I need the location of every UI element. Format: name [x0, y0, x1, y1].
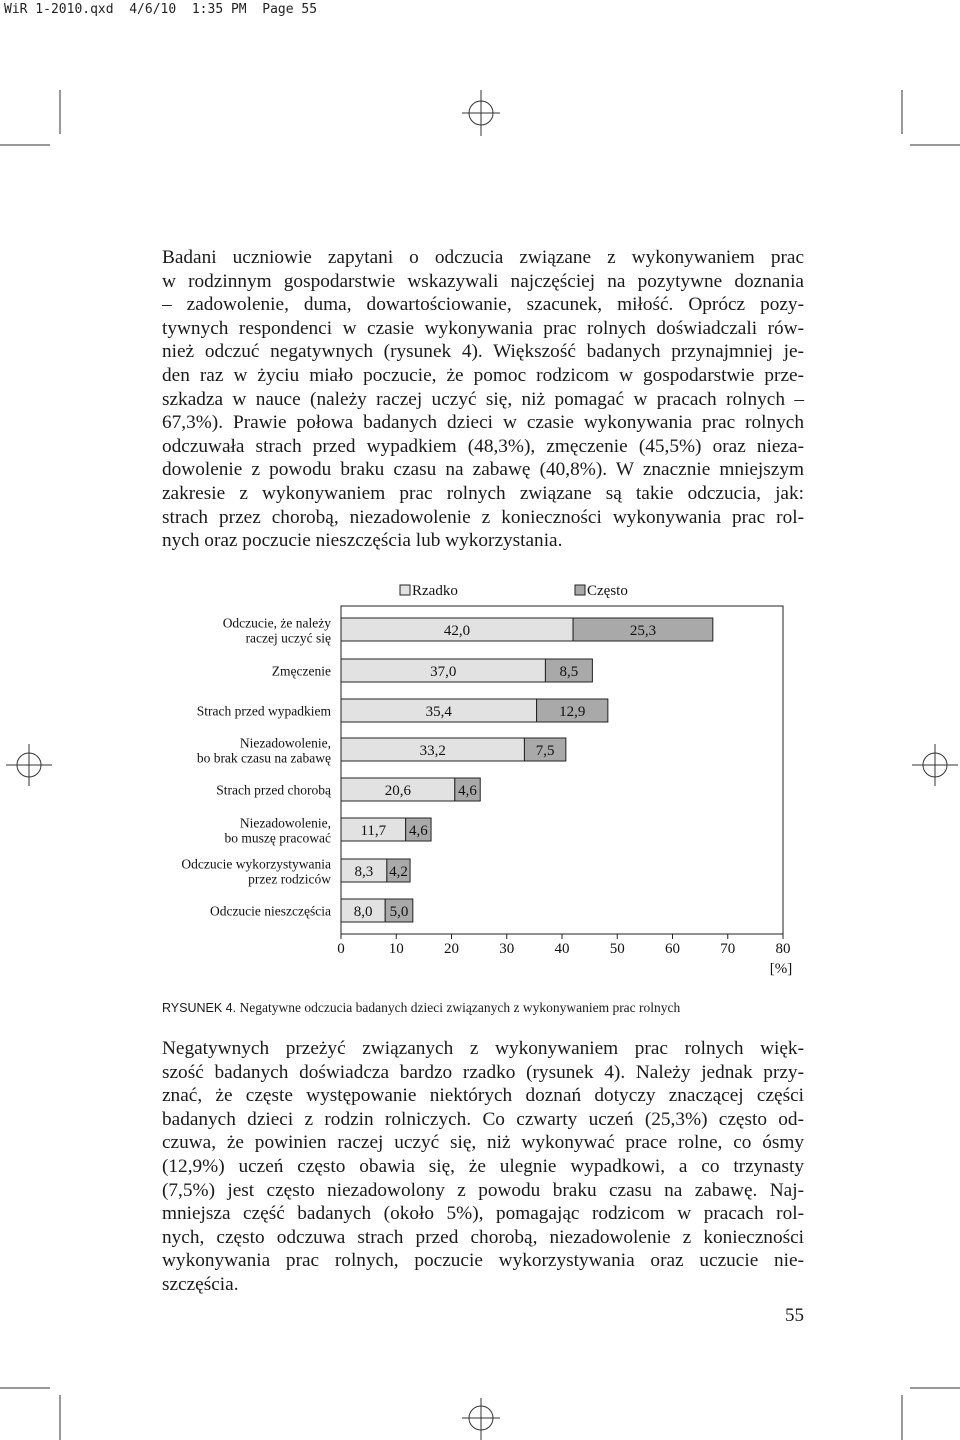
file-slug: WiR 1-2010.qxd 4/6/10 1:35 PM Page 55	[4, 2, 318, 17]
x-tick-label: 30	[499, 941, 515, 957]
bar-value-label: 37,0	[430, 664, 457, 680]
text-line: strach przez chorobą, niezadowolenie z konieczności wykonywania prac rol-	[162, 506, 804, 528]
bar-value-label: 4,6	[458, 783, 477, 799]
category-label: Strach przed chorobą	[216, 782, 331, 798]
category-label: przez rodziców	[248, 871, 331, 887]
text-line: den raz w życiu miało poczucie, że pomoc rodzicom w gospodarstwie prze-	[162, 364, 804, 386]
category-label: Niezadowolenie,	[239, 815, 331, 831]
bar-value-label: 8,3	[354, 864, 374, 880]
text-line: czuwa, że powinien raczej uczyć się, niż wykonywać prace rolne, co ósmy	[162, 1132, 804, 1154]
figure-caption	[162, 1000, 680, 1016]
x-tick-label: 50	[609, 941, 625, 957]
text-line: Negatywnych przeżyć związanych z wykonywaniem prac rolnych więk-	[162, 1038, 804, 1059]
text-line: szczęścia.	[162, 1273, 239, 1295]
x-tick-label: 20	[444, 941, 459, 957]
bar-value-label: 11,7	[360, 823, 387, 839]
text-line: nych oraz poczucie nieszczęścia lub wykorzystania.	[162, 530, 563, 552]
x-axis-unit: [%]	[769, 961, 793, 977]
x-tick-label: 60	[665, 941, 680, 957]
bar-value-label: 35,4	[425, 704, 452, 720]
figure-caption-text: Negatywne odczucia badanych dzieci związanych z wykonywaniem prac rolnych	[239, 1000, 681, 1015]
legend-label: Często	[587, 583, 628, 599]
bar-value-label: 8,0	[353, 904, 373, 920]
bar-value-label: 33,2	[419, 743, 446, 759]
text-line: badanych dzieci z rodzin rolniczych. Co czwarty uczeń (25,3%) często od-	[162, 1108, 804, 1130]
x-tick-label: 40	[554, 941, 570, 957]
category-label: raczej uczyć się	[245, 630, 331, 646]
text-line: (7,5%) jest często niezadowolony z powodu braku czasu na zabawę. Naj-	[162, 1179, 804, 1201]
text-line: tywnych respondenci w czasie wykonywania prac rolnych doświadczali rów-	[162, 317, 804, 339]
category-label: Odczucie nieszczęścia	[209, 903, 331, 919]
bar-value-label: 12,9	[559, 704, 586, 720]
category-label: Strach przed wypadkiem	[196, 703, 331, 719]
category-label: Zmęczenie	[271, 663, 331, 679]
bar-value-label: 4,6	[408, 823, 428, 839]
legend-swatch	[575, 585, 585, 595]
bar-value-label: 5,0	[389, 904, 409, 920]
x-tick-label: 80	[775, 941, 791, 957]
text-line: nież odczuć negatywnych (rysunek 4). Większość badanych przynajmniej je-	[162, 341, 804, 363]
figure-caption-label: RYSUNEK 4.	[162, 1001, 237, 1015]
x-tick-label: 0	[337, 941, 345, 957]
x-tick-label: 70	[720, 941, 736, 957]
legend-label: Rzadko	[412, 583, 458, 599]
bar-value-label: 4,2	[389, 864, 408, 880]
text-line: Badani uczniowie zapytani o odczucia związane z wykonywaniem prac	[162, 247, 804, 268]
bar-value-label: 25,3	[629, 623, 657, 639]
page-number: 55	[785, 1305, 804, 1326]
legend-swatch	[400, 585, 410, 595]
category-label: bo muszę pracować	[224, 830, 331, 846]
text-line: mniejsza część badanych (około 5%), pomagając rodzicom w pracach rol-	[162, 1203, 804, 1225]
category-label: Odczucie, że należy	[222, 615, 331, 631]
text-line: szkadza w nauce (należy raczej uczyć się, niż pomagać w pracach rolnych –	[162, 388, 804, 410]
body-paragraph-2	[162, 1037, 804, 1297]
x-tick-label: 10	[388, 941, 404, 957]
bar-value-label: 42,0	[443, 623, 471, 639]
text-line: szość badanych doświadcza bardzo rzadko (rysunek 4). Należy jednak przy-	[162, 1061, 804, 1083]
text-line: 67,3%). Prawie połowa badanych dzieci w czasie wykonywania prac rolnych	[162, 412, 804, 434]
bar-value-label: 8,5	[559, 664, 579, 680]
bar-value-label: 20,6	[384, 783, 412, 799]
text-line: nych, często odczuwa strach przed chorobą, niezadowolenie z konieczności	[162, 1226, 804, 1248]
text-line: zakresie z wykonywaniem prac rolnych związane są takie odczucia, jak:	[162, 482, 804, 504]
text-line: dowolenie z powodu braku czasu na zabawę (40,8%). W znacznie mniejszym	[162, 459, 804, 481]
text-line: wykonywania prac rolnych, poczucie wykorzystywania oraz uczucie nie-	[162, 1250, 804, 1272]
category-label: Niezadowolenie,	[239, 735, 331, 751]
text-line: – zadowolenie, duma, dowartościowanie, szacunek, miłość. Oprócz pozy-	[162, 294, 804, 316]
text-line: (12,9%) uczeń często obawia się, że ulegnie wypadkowi, a co trzynasty	[162, 1155, 804, 1177]
plot-frame	[341, 606, 783, 934]
category-label: bo brak czasu na zabawę	[196, 750, 331, 766]
text-line: odczuwała strach przed wypadkiem (48,3%), zmęczenie (45,5%) oraz nieza-	[162, 435, 804, 457]
registration-mark-bottom	[462, 1398, 500, 1440]
bar-value-label: 7,5	[535, 743, 555, 759]
text-line: w rodzinnym gospodarstwie wskazywali najczęściej na pozytywne doznania	[162, 270, 804, 292]
text-line: znać, że częste występowanie niektórych doznań dotyczy znaczącej części	[162, 1085, 804, 1107]
category-label: Odczucie wykorzystywania	[181, 856, 331, 872]
